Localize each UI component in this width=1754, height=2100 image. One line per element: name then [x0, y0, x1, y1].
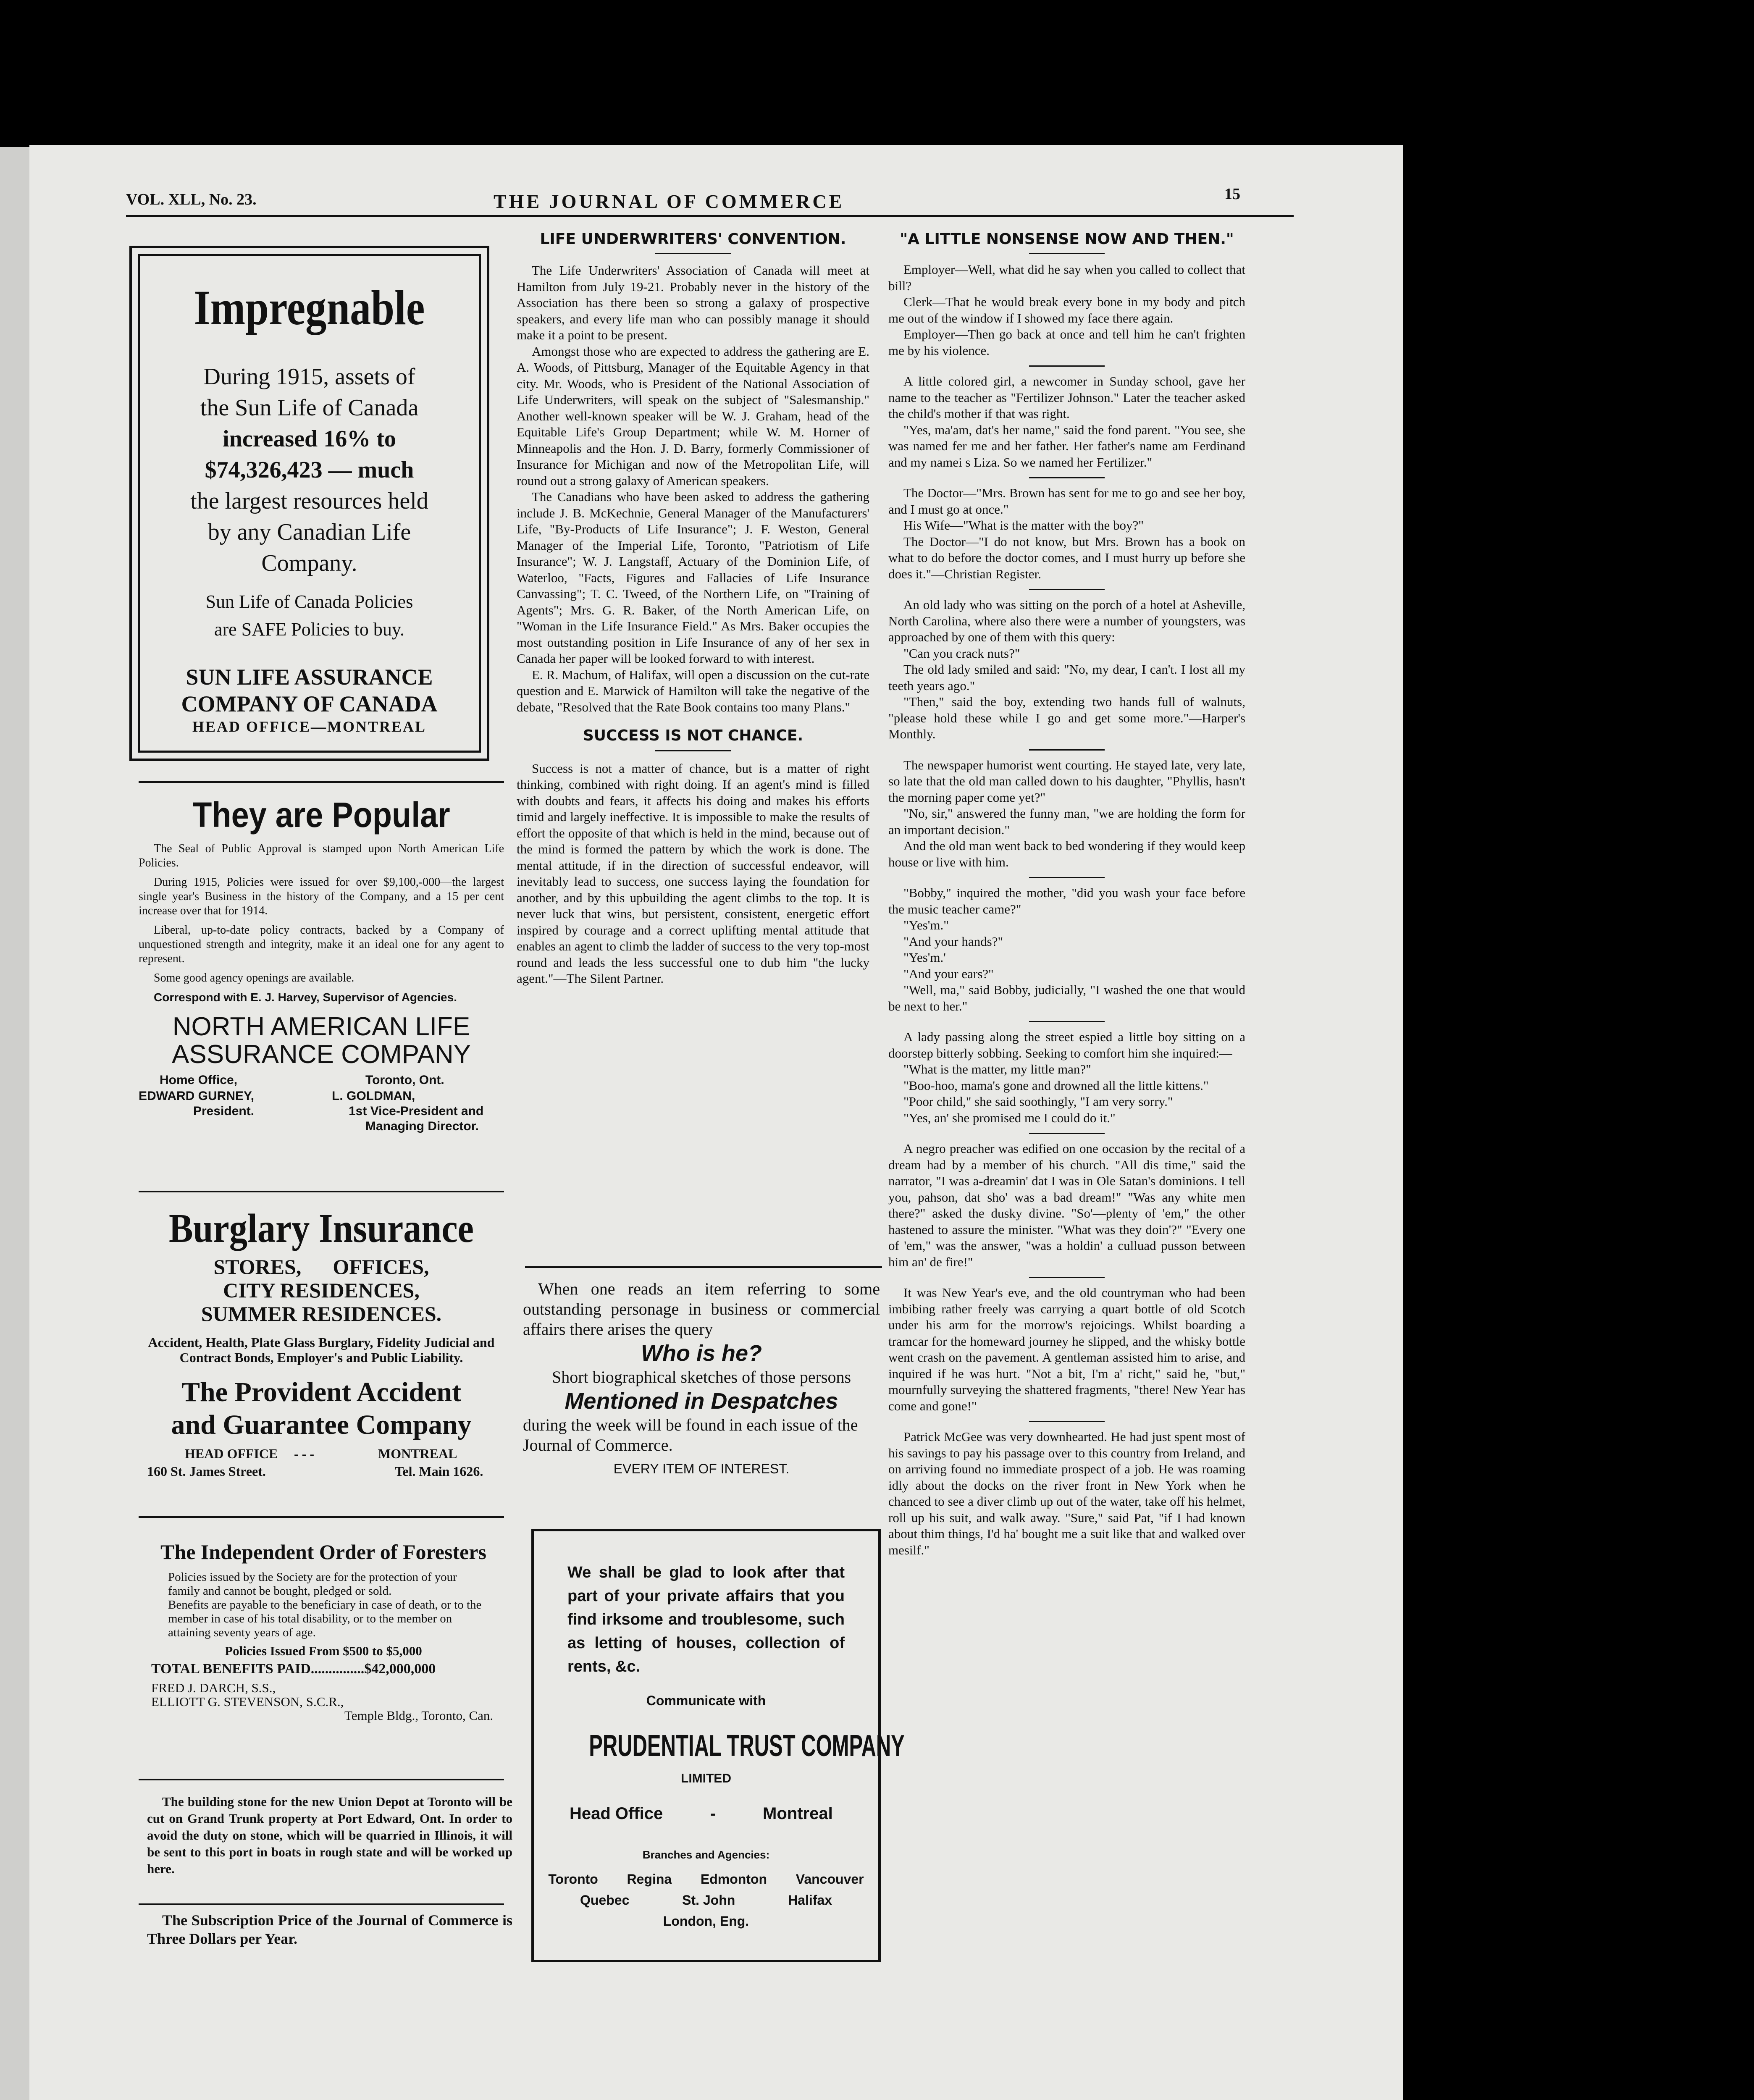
- ad-body: During 1915, assets of the Sun Life of Canada increased 16% to $74,326,423 — much the largest resources held by any Canadian Life Company.: [190, 364, 428, 576]
- joke-10: Patrick McGee was very downhearted. He had just spent most of his savings to pay his passage over to this country from Ireland, and on arriving found no immediate prospect of a job. He was roaming idly about the docks on the river front in New York when he chanced to see a diver climb up out of the water, take off his helmet, roll up his suit, and walk away. "Sure," said Pat, "if I had known about thim things, I'd ha' bought me a suit like that and walked over mesilf.": [888, 1429, 1245, 1557]
- company-name: NORTH AMERICAN LIFE ASSURANCE COMPANY: [172, 1012, 471, 1069]
- burglary-ad: Burglary Insurance STORES, OFFICES, CITY RESIDENCES, SUMMER RESIDENCES. Accident, Health, Plate Glass Burglary, Fidelity Judicial and Contract Bonds, Employer's and Public Liability. The Provident Accident and Guarantee Company HEAD OFFICE - - - MONTREAL 160 St. James Street. Tel. Main 1626.: [139, 1205, 504, 1480]
- company-name: PRUDENTIAL TRUST COMPANY: [589, 1729, 905, 1763]
- page-edge-left: [0, 147, 29, 2100]
- nonsense-column: [888, 230, 1245, 1558]
- sun-life-ad: [129, 246, 489, 761]
- joke-9: It was New Year's eve, and the old countryman who had been imbibing rather freely was carrying a quart bottle of old Scotch under his arm for the morrow's rejoicings. Whilst boarding a tramcar for the homeward journey he slipped, and the whisky bottle went crash on the pavement. A gentleman assisted him to arise, and inquired if he was hurt. "Not a bit, I'm a' richt," said he, "but," mournfully surveying the shattered fragments, "there! New Year has come and gone!": [888, 1285, 1245, 1413]
- joke-8: A negro preacher was edified on one occasion by the recital of a dream had by a member of his church. "All dis time," said the narrator, "I was a-dreamin' dat I was in Ole Satan's dominions. I tell you, pahson, dat sho' was a bad dream!" "Was any white men there?" asked the dusky divine. "So'—plenty of 'em," the other hastened to assure the minister. "What was they doin'?" "Every one of 'em," was the answer, "was a holdin' a culluad pusson between him an' de fire!": [888, 1141, 1245, 1269]
- joke-3: The Doctor—"Mrs. Brown has sent for me to go and see her boy, and I must go at once." His Wife—"What is the matter with the boy?" The Doctor—"I do not know, but Mrs. Brown has a book on what to do before the doctor comes, and I must hurry up before she does it."—Christian Register.: [888, 486, 1245, 581]
- article-title: LIFE UNDERWRITERS' CONVENTION.: [540, 231, 846, 248]
- joke-4: An old lady who was sitting on the porch of a hotel at Asheville, North Carolina, where also there were a number of youngsters, was approached by one of them with this query: "Can you crack nuts?" The old lady smiled and said: "No, my dear, I can't. I lost all my teeth years ago." "Then," said the boy, extending two hands full of walnuts, "please hold these while I go and get some more."—Harper's Monthly.: [888, 597, 1245, 741]
- ad-title: Impregnable: [194, 280, 425, 335]
- who-is-he-notice: When one reads an item referring to some outstanding personage in business or commercial affairs there arises the query Who is he? Short biographical sketches of those persons Mentioned in Despatches during the week will be found in each issue of the Journal of Commerce. EVERY ITEM OF INTEREST.: [523, 1279, 880, 1476]
- column-title: "A LITTLE NONSENSE NOW AND THEN.": [900, 231, 1234, 248]
- page-number: 15: [1224, 185, 1240, 203]
- branch-list: Toronto Regina Edmonton Vancouver: [548, 1872, 864, 1887]
- prudential-trust-ad: We shall be glad to look after that part of your private affairs that you find irksome and troublesome, such as letting of houses, collection of rents, &c. Communicate with PRUDENTIAL TRUST COMPANY LIMITED Head Office - Montreal Branches and Agencies: Toronto Regina Edmonton Vancouver Quebec St. John Halifax London, Eng.: [531, 1529, 881, 1962]
- policy-text: Sun Life of Canada Policies are SAFE Policies to buy.: [205, 591, 413, 640]
- sun-life-logo: SUN LIFE ASSURANCE COMPANY OF CANADA HEAD OFFICE—MONTREAL: [181, 664, 438, 735]
- ad-title: Burglary Insurance: [169, 1206, 474, 1251]
- joke-7: A lady passing along the street espied a little boy sitting on a doorstep bitterly sobbing. Seeking to comfort him she inquired:— "What is the matter, my little man?" "Boo-hoo, mama's gone and drowned all the little kittens." "Poor child," she said soothingly, "I am very sorry." "Yes, an' she promised me I could do it.": [888, 1029, 1245, 1125]
- north-american-ad: They are Popular The Seal of Public Approval is stamped upon North American Life Policies. During 1915, Policies were issued for over $9,100,-000—the largest single year's Business in the history of the Company, and a 15 per cent increase over that for 1914. Liberal, up-to-date policy contracts, backed by a Company of unquestioned strength and integrity, make it an ideal one for any agent to represent. Some good agency openings are available. Correspond with E. J. Harvey, Supervisor of Agencies. NORTH AMERICAN LIFE ASSURANCE COMPANY Home Office, Toronto, Ont. EDWARD GURNEY, President. L. GOLDMAN, 1st Vice-President and Managing Director.: [139, 794, 504, 1140]
- header-rule: [126, 215, 1294, 217]
- joke-5: The newspaper humorist went courting. He stayed late, very late, so late that the old man called down to his daughter, "Phyllis, hasn't the morning paper come yet?" "No, sir," answered the funny man, "we are holding the form for an important decision." And the old man went back to bed wondering if they would keep house or live with him.: [888, 757, 1245, 869]
- joke-2: A little colored girl, a newcomer in Sunday school, gave her name to the teacher as "Fertilizer Johnson." Later the teacher asked the child's mother if that was right. "Yes, ma'am, dat's her name," said the fond parent. "You see, she was named fer me and her father. Her father's name am Ferdinand and my namei s Liza. So we named her Fertilizer.": [888, 374, 1245, 470]
- journal-title: THE JOURNAL OF COMMERCE: [494, 191, 845, 212]
- foresters-ad: The Independent Order of Foresters Policies issued by the Society are for the protection of your family and cannot be bought, pledged or sold. Benefits are payable to the beneficiary in case of death, or to the member in case of his total disability, or to the member on attaining seventy years of age. Policies Issued From $500 to $5,000 TOTAL BENEFITS PAID...............$42,000,000 FRED J. DARCH, S.S., ELLIOTT G. STEVENSON, S.C.R., Temple Bldg., Toronto, Can.: [143, 1539, 504, 1722]
- volume-number: VOL. XLL, No. 23.: [126, 191, 257, 208]
- company-name: The Provident Accident and Guarantee Company: [171, 1377, 472, 1440]
- ad-title: They are Popular: [192, 795, 450, 835]
- joke-6: "Bobby," inquired the mother, "did you wash your face before the music teacher came?" "Yes'm." "And your hands?" "Yes'm.' "And your ears?" "Well, ma," said Bobby, judicially, "I washed the one that would be next to her.": [888, 885, 1245, 1013]
- ad-title: The Independent Order of Foresters: [160, 1540, 486, 1564]
- convention-article: LIFE UNDERWRITERS' CONVENTION. The Life Underwriters' Association of Canada will meet at Hamilton from July 19-21. Probably never in the history of the Association has there been so strong a galaxy of prospective speakers, and every life man who can possibly manage it should make it a point to be present. Amongst those who are expected to address the gathering are E. A. Woods, of Pittsburg, Manager of the Equitable Agency in that city. Mr. Woods, who is President of the National Association of Life Underwriters, will speak on the subject of "Salesmanship." Another well-known speaker will be W. J. Graham, head of the Equitable Life's Group Department; while W. M. Horner of Minneapolis and the Hon. J. D. Barry, formerly Commissioner of Insurance for Michigan and now of the Metropolitan Life, will round out a strong galaxy of American speakers. The Canadians who have been asked to address the gathering include J. B. McKechnie, General Manager of the Manufacturers' Life, "By-Products of Life Insurance"; J. F. Weston, General Manager of the Imperial Life, Toronto, "Patriotism of Life Insurance"; W. J. Langstaff, Actuary of the Dominion Life, of Waterloo, "Facts, Figures and Fallacies of Life Insurance Canvassing"; T. C. Tweed, of the Northern Life, on "Training of Agents"; Mrs. G. R. Baker, of the North American Life, on "Woman in the Life Insurance Field." As Mrs. Baker occupies the most outstanding position in Life Insurance of any of her sex in Canada her paper will be looked forward to with interest. E. R. Machum, of Halifax, will open a discussion on the cut-rate question and E. Marwick of Hamilton will take the negative of the debate, "Resolved that the Rate Book contains too many Plans." SUCCESS IS NOT CHANCE. Success is not a matter of chance, but is a matter of right thinking, combined with right doing. If an agent's mind is filled with doubts and fears, it affects his doing and makes his efforts timid and largely ineffective. It is impossible to make the results of effort the opposite of that which is held in the mind, because out of the mind is formed the pattern by which the work is done. The mental attitude, if in the direction of successful endeavor, will inevitably lead to success, one success laying the foundation for another, and by this upbuilding the agent climbs to the top. It is never luck that wins, but persistent, consistent, energetic effort inspired by courage and a correct uplifting mental attitude that enables an agent to climb the ladder of success to the very top-most round and leads the less successful one to dub him "the lucky agent."—The Silent Partner.: [517, 231, 869, 986]
- article-title: SUCCESS IS NOT CHANCE.: [583, 727, 803, 744]
- joke-1: Employer—Well, what did he say when you called to collect that bill? Clerk—That he would break every bone in my body and pitch me out of the window if I showed my face there again. Employer—Then go back at once and tell him he can't frighten me by his violence.: [888, 262, 1245, 358]
- subscription-notice: The Subscription Price of the Journal of Commerce is Three Dollars per Year.: [147, 1912, 512, 1947]
- union-depot-notice: The building stone for the new Union Depot at Toronto will be cut on Grand Trunk property at Port Edward, Ont. In order to avoid the duty on stone, which will be quarried in Illinois, it will be sent to this port in boats in rough state and will be worked up here.: [147, 1794, 512, 1876]
